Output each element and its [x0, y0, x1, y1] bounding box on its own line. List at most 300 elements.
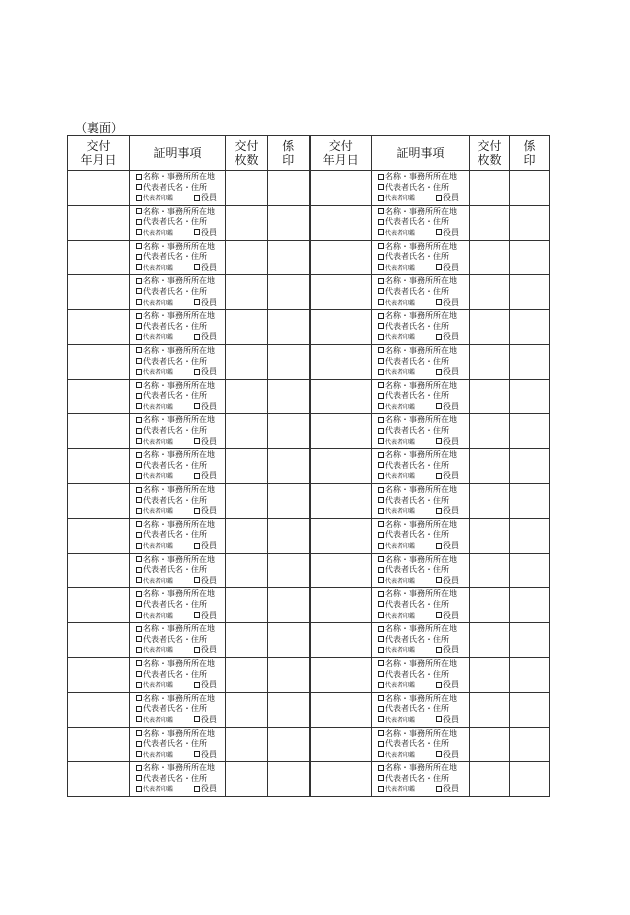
checkbox-icon[interactable]: [194, 195, 200, 201]
certified-matters-cell: [372, 414, 470, 449]
checkbox-icon[interactable]: [378, 577, 384, 583]
checkbox-icon[interactable]: [194, 716, 200, 722]
issue-count-cell[interactable]: [226, 727, 268, 762]
officer-stamp-cell[interactable]: [268, 623, 310, 658]
checkbox-icon[interactable]: [136, 369, 142, 375]
officer-stamp-cell[interactable]: [268, 205, 310, 240]
officer-stamp-cell[interactable]: [510, 588, 550, 623]
checkbox-icon[interactable]: [136, 786, 142, 792]
checkbox-icon[interactable]: [436, 682, 442, 688]
checkbox-icon[interactable]: [136, 487, 142, 493]
checklist-item-representative: 代表者氏名・住所: [378, 600, 469, 611]
checkbox-icon[interactable]: [194, 577, 200, 583]
checkbox-icon[interactable]: [378, 382, 384, 388]
checkbox-icon[interactable]: [378, 243, 384, 249]
checkbox-icon[interactable]: [136, 647, 142, 653]
checkbox-icon[interactable]: [136, 660, 142, 666]
checkbox-icon[interactable]: [378, 601, 384, 607]
header-certified-matters: 証明事項: [372, 136, 470, 171]
checkbox-icon[interactable]: [194, 508, 200, 514]
checkbox-icon[interactable]: [436, 647, 442, 653]
checkbox-icon[interactable]: [136, 636, 142, 642]
checkbox-icon[interactable]: [136, 601, 142, 607]
officer-stamp-cell[interactable]: [510, 657, 550, 692]
checkbox-icon[interactable]: [136, 775, 142, 781]
checkbox-icon[interactable]: [136, 254, 142, 260]
checklist-item-seal-officers: 代表者印鑑 役員: [378, 645, 469, 657]
checkbox-icon[interactable]: [194, 334, 200, 340]
issue-count-cell[interactable]: [470, 762, 510, 797]
issue-date-cell[interactable]: [310, 692, 372, 727]
checkbox-icon[interactable]: [378, 626, 384, 632]
checklist-item-seal-officers: 代表者印鑑 役員: [136, 437, 225, 449]
checkbox-icon[interactable]: [378, 660, 384, 666]
issue-date-cell[interactable]: [68, 379, 130, 414]
checkbox-icon[interactable]: [194, 751, 200, 757]
checkbox-icon[interactable]: [136, 695, 142, 701]
issue-date-cell[interactable]: [310, 484, 372, 519]
checklist-item-name-address: 名称・事務所所在地: [378, 346, 469, 357]
checklist-item-name-address: 名称・事務所所在地: [136, 694, 225, 705]
certified-matters-cell: [372, 310, 470, 345]
checkbox-icon[interactable]: [436, 751, 442, 757]
issue-count-cell[interactable]: [226, 414, 268, 449]
officer-stamp-cell[interactable]: [268, 240, 310, 275]
checkbox-icon[interactable]: [378, 417, 384, 423]
issue-count-cell[interactable]: [226, 553, 268, 588]
officer-stamp-cell[interactable]: [268, 344, 310, 379]
checkbox-icon[interactable]: [436, 577, 442, 583]
issue-count-cell[interactable]: [226, 205, 268, 240]
checkbox-icon[interactable]: [136, 334, 142, 340]
issue-count-cell[interactable]: [226, 344, 268, 379]
checkbox-icon[interactable]: [136, 229, 142, 235]
checkbox-icon[interactable]: [436, 229, 442, 235]
checkbox-icon[interactable]: [136, 716, 142, 722]
issue-count-cell[interactable]: [470, 379, 510, 414]
checkbox-icon[interactable]: [136, 288, 142, 294]
checkbox-icon[interactable]: [436, 716, 442, 722]
checkbox-icon[interactable]: [136, 497, 142, 503]
issue-count-cell[interactable]: [226, 692, 268, 727]
checkbox-icon[interactable]: [378, 786, 384, 792]
issue-count-cell[interactable]: [470, 205, 510, 240]
checklist-item-representative: 代表者氏名・住所: [378, 704, 469, 715]
issue-date-cell[interactable]: [310, 623, 372, 658]
checkbox-icon[interactable]: [378, 358, 384, 364]
officer-stamp-cell[interactable]: [268, 553, 310, 588]
checkbox-icon[interactable]: [378, 497, 384, 503]
checkbox-icon[interactable]: [378, 741, 384, 747]
issue-date-cell[interactable]: [310, 553, 372, 588]
issue-date-cell[interactable]: [68, 205, 130, 240]
issue-count-cell[interactable]: [226, 449, 268, 484]
issue-count-cell[interactable]: [226, 379, 268, 414]
officer-stamp-cell[interactable]: [268, 762, 310, 797]
officer-stamp-cell[interactable]: [510, 623, 550, 658]
officer-stamp-cell[interactable]: [510, 553, 550, 588]
header-issue-count: 交付 枚数: [226, 136, 268, 171]
checkbox-icon[interactable]: [136, 556, 142, 562]
checkbox-icon[interactable]: [136, 382, 142, 388]
checkbox-icon[interactable]: [194, 786, 200, 792]
checkbox-icon[interactable]: [378, 775, 384, 781]
checkbox-icon[interactable]: [378, 195, 384, 201]
checkbox-icon[interactable]: [194, 612, 200, 618]
checkbox-icon[interactable]: [136, 626, 142, 632]
checkbox-icon[interactable]: [378, 682, 384, 688]
issue-count-cell[interactable]: [226, 623, 268, 658]
checkbox-icon[interactable]: [436, 369, 442, 375]
certified-matters-cell: [372, 692, 470, 727]
header-issue-count: 交付 枚数: [470, 136, 510, 171]
issue-count-cell[interactable]: [226, 484, 268, 519]
checkbox-icon[interactable]: [194, 543, 200, 549]
issue-date-cell[interactable]: [310, 240, 372, 275]
checkbox-icon[interactable]: [136, 473, 142, 479]
checkbox-icon[interactable]: [378, 532, 384, 538]
issue-count-cell[interactable]: [226, 588, 268, 623]
officer-stamp-cell[interactable]: [510, 310, 550, 345]
checkbox-icon[interactable]: [194, 473, 200, 479]
checkbox-icon[interactable]: [436, 508, 442, 514]
checkbox-icon[interactable]: [194, 369, 200, 375]
checkbox-icon[interactable]: [136, 706, 142, 712]
issue-count-cell[interactable]: [226, 657, 268, 692]
certified-matters-cell: [130, 275, 226, 310]
officer-stamp-cell[interactable]: [510, 205, 550, 240]
issue-date-cell[interactable]: [310, 518, 372, 553]
checkbox-icon[interactable]: [378, 393, 384, 399]
officer-stamp-cell[interactable]: [510, 484, 550, 519]
issue-date-cell[interactable]: [310, 310, 372, 345]
issue-date-cell[interactable]: [310, 379, 372, 414]
checklist-item-seal-officers: 代表者印鑑 役員: [136, 263, 225, 275]
checklist-item-seal-officers: 代表者印鑑 役員: [136, 471, 225, 483]
issue-date-cell[interactable]: [310, 657, 372, 692]
certified-matters-cell: [372, 588, 470, 623]
checkbox-icon[interactable]: [136, 278, 142, 284]
issue-count-cell[interactable]: [470, 275, 510, 310]
issue-count-cell[interactable]: [470, 171, 510, 206]
checkbox-icon[interactable]: [378, 751, 384, 757]
checkbox-icon[interactable]: [136, 219, 142, 225]
officer-stamp-cell[interactable]: [510, 518, 550, 553]
checklist-item-seal-officers: 代表者印鑑 役員: [136, 367, 225, 379]
certified-matters-cell: [372, 518, 470, 553]
checkbox-icon[interactable]: [378, 323, 384, 329]
checkbox-icon[interactable]: [136, 741, 142, 747]
checkbox-icon[interactable]: [378, 671, 384, 677]
checkbox-icon[interactable]: [378, 219, 384, 225]
checkbox-icon[interactable]: [378, 184, 384, 190]
checkbox-icon[interactable]: [378, 334, 384, 340]
issue-date-cell[interactable]: [310, 414, 372, 449]
checkbox-icon[interactable]: [194, 403, 200, 409]
issue-date-cell[interactable]: [310, 588, 372, 623]
checkbox-icon[interactable]: [136, 428, 142, 434]
checklist-item-representative: 代表者氏名・住所: [378, 322, 469, 333]
issue-count-cell[interactable]: [470, 623, 510, 658]
certified-matters-cell: [130, 727, 226, 762]
officer-stamp-cell[interactable]: [510, 449, 550, 484]
officer-stamp-cell[interactable]: [268, 692, 310, 727]
certified-matters-cell: [372, 553, 470, 588]
checkbox-icon[interactable]: [436, 438, 442, 444]
certified-matters-cell: [372, 657, 470, 692]
issue-date-cell[interactable]: [68, 657, 130, 692]
issue-count-cell[interactable]: [470, 449, 510, 484]
checklist-item-seal-officers: 代表者印鑑 役員: [378, 263, 469, 275]
checkbox-icon[interactable]: [378, 521, 384, 527]
issue-date-cell[interactable]: [310, 205, 372, 240]
checkbox-icon[interactable]: [378, 452, 384, 458]
checkbox-icon[interactable]: [136, 567, 142, 573]
checkbox-icon[interactable]: [136, 417, 142, 423]
checklist-item-representative: 代表者氏名・住所: [378, 252, 469, 263]
certified-matters-cell: [130, 484, 226, 519]
checkbox-icon[interactable]: [378, 765, 384, 771]
checkbox-icon[interactable]: [378, 278, 384, 284]
checkbox-icon[interactable]: [378, 556, 384, 562]
issue-date-cell[interactable]: [68, 484, 130, 519]
issue-count-cell[interactable]: [470, 310, 510, 345]
checklist-item-representative: 代表者氏名・住所: [136, 635, 225, 646]
checkbox-icon[interactable]: [194, 647, 200, 653]
header-officer-stamp: 係 印: [510, 136, 550, 171]
officer-stamp-cell[interactable]: [268, 449, 310, 484]
checkbox-icon[interactable]: [136, 452, 142, 458]
checklist-item-name-address: 名称・事務所所在地: [136, 485, 225, 496]
checkbox-icon[interactable]: [136, 174, 142, 180]
checkbox-icon[interactable]: [436, 543, 442, 549]
issue-date-cell[interactable]: [310, 762, 372, 797]
checklist-item-representative: 代表者氏名・住所: [136, 774, 225, 785]
officer-stamp-cell[interactable]: [268, 518, 310, 553]
checkbox-icon[interactable]: [378, 264, 384, 270]
officer-stamp-cell[interactable]: [510, 762, 550, 797]
checkbox-icon[interactable]: [378, 174, 384, 180]
issue-count-cell[interactable]: [470, 240, 510, 275]
issue-count-cell[interactable]: [226, 240, 268, 275]
checkbox-icon[interactable]: [378, 208, 384, 214]
checkbox-icon[interactable]: [378, 716, 384, 722]
checkbox-icon[interactable]: [136, 299, 142, 305]
issue-count-cell[interactable]: [226, 275, 268, 310]
certified-matters-cell: [130, 240, 226, 275]
checkbox-icon[interactable]: [136, 264, 142, 270]
checkbox-icon[interactable]: [436, 612, 442, 618]
checkbox-icon[interactable]: [378, 508, 384, 514]
issue-count-cell[interactable]: [470, 518, 510, 553]
checkbox-icon[interactable]: [136, 671, 142, 677]
checkbox-icon[interactable]: [436, 264, 442, 270]
certified-matters-cell: [130, 171, 226, 206]
checkbox-icon[interactable]: [136, 195, 142, 201]
issue-date-cell[interactable]: [68, 518, 130, 553]
officer-stamp-cell[interactable]: [268, 171, 310, 206]
checkbox-icon[interactable]: [136, 403, 142, 409]
checklist-item-representative: 代表者氏名・住所: [136, 600, 225, 611]
checkbox-icon[interactable]: [136, 243, 142, 249]
issue-count-cell[interactable]: [226, 171, 268, 206]
issue-count-cell[interactable]: [470, 344, 510, 379]
officer-stamp-cell[interactable]: [268, 275, 310, 310]
checkbox-icon[interactable]: [378, 543, 384, 549]
officer-stamp-cell[interactable]: [510, 240, 550, 275]
officer-stamp-cell[interactable]: [268, 414, 310, 449]
issue-date-cell[interactable]: [68, 553, 130, 588]
checkbox-icon[interactable]: [378, 612, 384, 618]
issue-date-cell[interactable]: [68, 588, 130, 623]
officer-stamp-cell[interactable]: [268, 379, 310, 414]
checkbox-icon[interactable]: [378, 428, 384, 434]
checkbox-icon[interactable]: [136, 393, 142, 399]
checkbox-icon[interactable]: [136, 521, 142, 527]
record-row: [68, 310, 550, 345]
checkbox-icon[interactable]: [136, 462, 142, 468]
officer-stamp-cell[interactable]: [268, 588, 310, 623]
issue-date-cell[interactable]: [68, 449, 130, 484]
issue-count-cell[interactable]: [226, 310, 268, 345]
officer-stamp-cell[interactable]: [268, 727, 310, 762]
officer-stamp-cell[interactable]: [510, 692, 550, 727]
issue-date-cell[interactable]: [68, 171, 130, 206]
checkbox-icon[interactable]: [378, 487, 384, 493]
checkbox-icon[interactable]: [378, 313, 384, 319]
checkbox-icon[interactable]: [194, 682, 200, 688]
checkbox-icon[interactable]: [436, 195, 442, 201]
checkbox-icon[interactable]: [136, 682, 142, 688]
officer-stamp-cell[interactable]: [510, 414, 550, 449]
issue-date-cell[interactable]: [68, 275, 130, 310]
checkbox-icon[interactable]: [194, 299, 200, 305]
checkbox-icon[interactable]: [378, 462, 384, 468]
checkbox-icon[interactable]: [436, 786, 442, 792]
officer-stamp-cell[interactable]: [510, 171, 550, 206]
checkbox-icon[interactable]: [378, 473, 384, 479]
issue-date-cell[interactable]: [68, 344, 130, 379]
officer-stamp-cell[interactable]: [268, 657, 310, 692]
checkbox-icon[interactable]: [378, 567, 384, 573]
checklist-item-representative: 代表者氏名・住所: [378, 217, 469, 228]
issue-date-cell[interactable]: [68, 727, 130, 762]
issue-date-cell[interactable]: [68, 762, 130, 797]
checkbox-icon[interactable]: [378, 636, 384, 642]
checkbox-icon[interactable]: [378, 438, 384, 444]
issue-date-cell[interactable]: [310, 275, 372, 310]
checkbox-icon[interactable]: [194, 229, 200, 235]
issue-count-cell[interactable]: [470, 727, 510, 762]
record-row: [68, 449, 550, 484]
checklist-item-representative: 代表者氏名・住所: [136, 252, 225, 263]
checkbox-icon[interactable]: [136, 577, 142, 583]
checkbox-icon[interactable]: [136, 358, 142, 364]
checkbox-icon[interactable]: [378, 347, 384, 353]
issue-count-cell[interactable]: [470, 588, 510, 623]
checkbox-icon[interactable]: [436, 473, 442, 479]
issue-count-cell[interactable]: [470, 414, 510, 449]
checkbox-icon[interactable]: [194, 438, 200, 444]
checkbox-icon[interactable]: [378, 403, 384, 409]
checkbox-icon[interactable]: [136, 751, 142, 757]
record-row: [68, 727, 550, 762]
checkbox-icon[interactable]: [136, 438, 142, 444]
officer-stamp-cell[interactable]: [510, 379, 550, 414]
checklist-item-seal-officers: 代表者印鑑 役員: [378, 332, 469, 344]
certified-matters-cell: [130, 310, 226, 345]
checkbox-icon[interactable]: [194, 264, 200, 270]
issue-count-cell[interactable]: [470, 692, 510, 727]
checkbox-icon[interactable]: [378, 254, 384, 260]
record-row: [68, 623, 550, 658]
checkbox-icon[interactable]: [136, 323, 142, 329]
officer-stamp-cell[interactable]: [510, 275, 550, 310]
record-row: [68, 344, 550, 379]
issue-date-cell[interactable]: [68, 414, 130, 449]
issue-count-cell[interactable]: [470, 657, 510, 692]
officer-stamp-cell[interactable]: [510, 727, 550, 762]
checkbox-icon[interactable]: [378, 299, 384, 305]
issue-date-cell[interactable]: [310, 344, 372, 379]
checkbox-icon[interactable]: [136, 347, 142, 353]
checkbox-icon[interactable]: [136, 508, 142, 514]
checkbox-icon[interactable]: [378, 647, 384, 653]
checkbox-icon[interactable]: [136, 591, 142, 597]
checklist-item-representative: 代表者氏名・住所: [136, 565, 225, 576]
checkbox-icon[interactable]: [378, 730, 384, 736]
officer-stamp-cell[interactable]: [510, 344, 550, 379]
checkbox-icon[interactable]: [136, 612, 142, 618]
checklist-item-name-address: 名称・事務所所在地: [378, 694, 469, 705]
officer-stamp-cell[interactable]: [268, 310, 310, 345]
issue-count-cell[interactable]: [470, 484, 510, 519]
issue-date-cell[interactable]: [310, 727, 372, 762]
checklist-item-name-address: 名称・事務所所在地: [378, 450, 469, 461]
checkbox-icon[interactable]: [436, 299, 442, 305]
checkbox-icon[interactable]: [436, 403, 442, 409]
checkbox-icon[interactable]: [136, 184, 142, 190]
checkbox-icon[interactable]: [136, 765, 142, 771]
issue-date-cell[interactable]: [68, 310, 130, 345]
issue-date-cell[interactable]: [68, 240, 130, 275]
checkbox-icon[interactable]: [378, 288, 384, 294]
checkbox-icon[interactable]: [378, 706, 384, 712]
issue-count-cell[interactable]: [226, 762, 268, 797]
issue-count-cell[interactable]: [470, 553, 510, 588]
checkbox-icon[interactable]: [136, 313, 142, 319]
issue-date-cell[interactable]: [310, 171, 372, 206]
issue-date-cell[interactable]: [68, 623, 130, 658]
checklist-item-seal-officers: 代表者印鑑 役員: [136, 506, 225, 518]
checkbox-icon[interactable]: [378, 229, 384, 235]
checklist-item-representative: 代表者氏名・住所: [378, 670, 469, 681]
checkbox-icon[interactable]: [378, 695, 384, 701]
checkbox-icon[interactable]: [436, 334, 442, 340]
checkbox-icon[interactable]: [136, 208, 142, 214]
side-label: （裏面）: [75, 121, 124, 135]
checklist-item-name-address: 名称・事務所所在地: [378, 520, 469, 531]
officer-stamp-cell[interactable]: [268, 484, 310, 519]
issue-count-cell[interactable]: [226, 518, 268, 553]
issue-date-cell[interactable]: [310, 449, 372, 484]
issue-date-cell[interactable]: [68, 692, 130, 727]
checkbox-icon[interactable]: [136, 532, 142, 538]
checkbox-icon[interactable]: [136, 543, 142, 549]
checkbox-icon[interactable]: [378, 591, 384, 597]
checkbox-icon[interactable]: [136, 730, 142, 736]
checkbox-icon[interactable]: [378, 369, 384, 375]
